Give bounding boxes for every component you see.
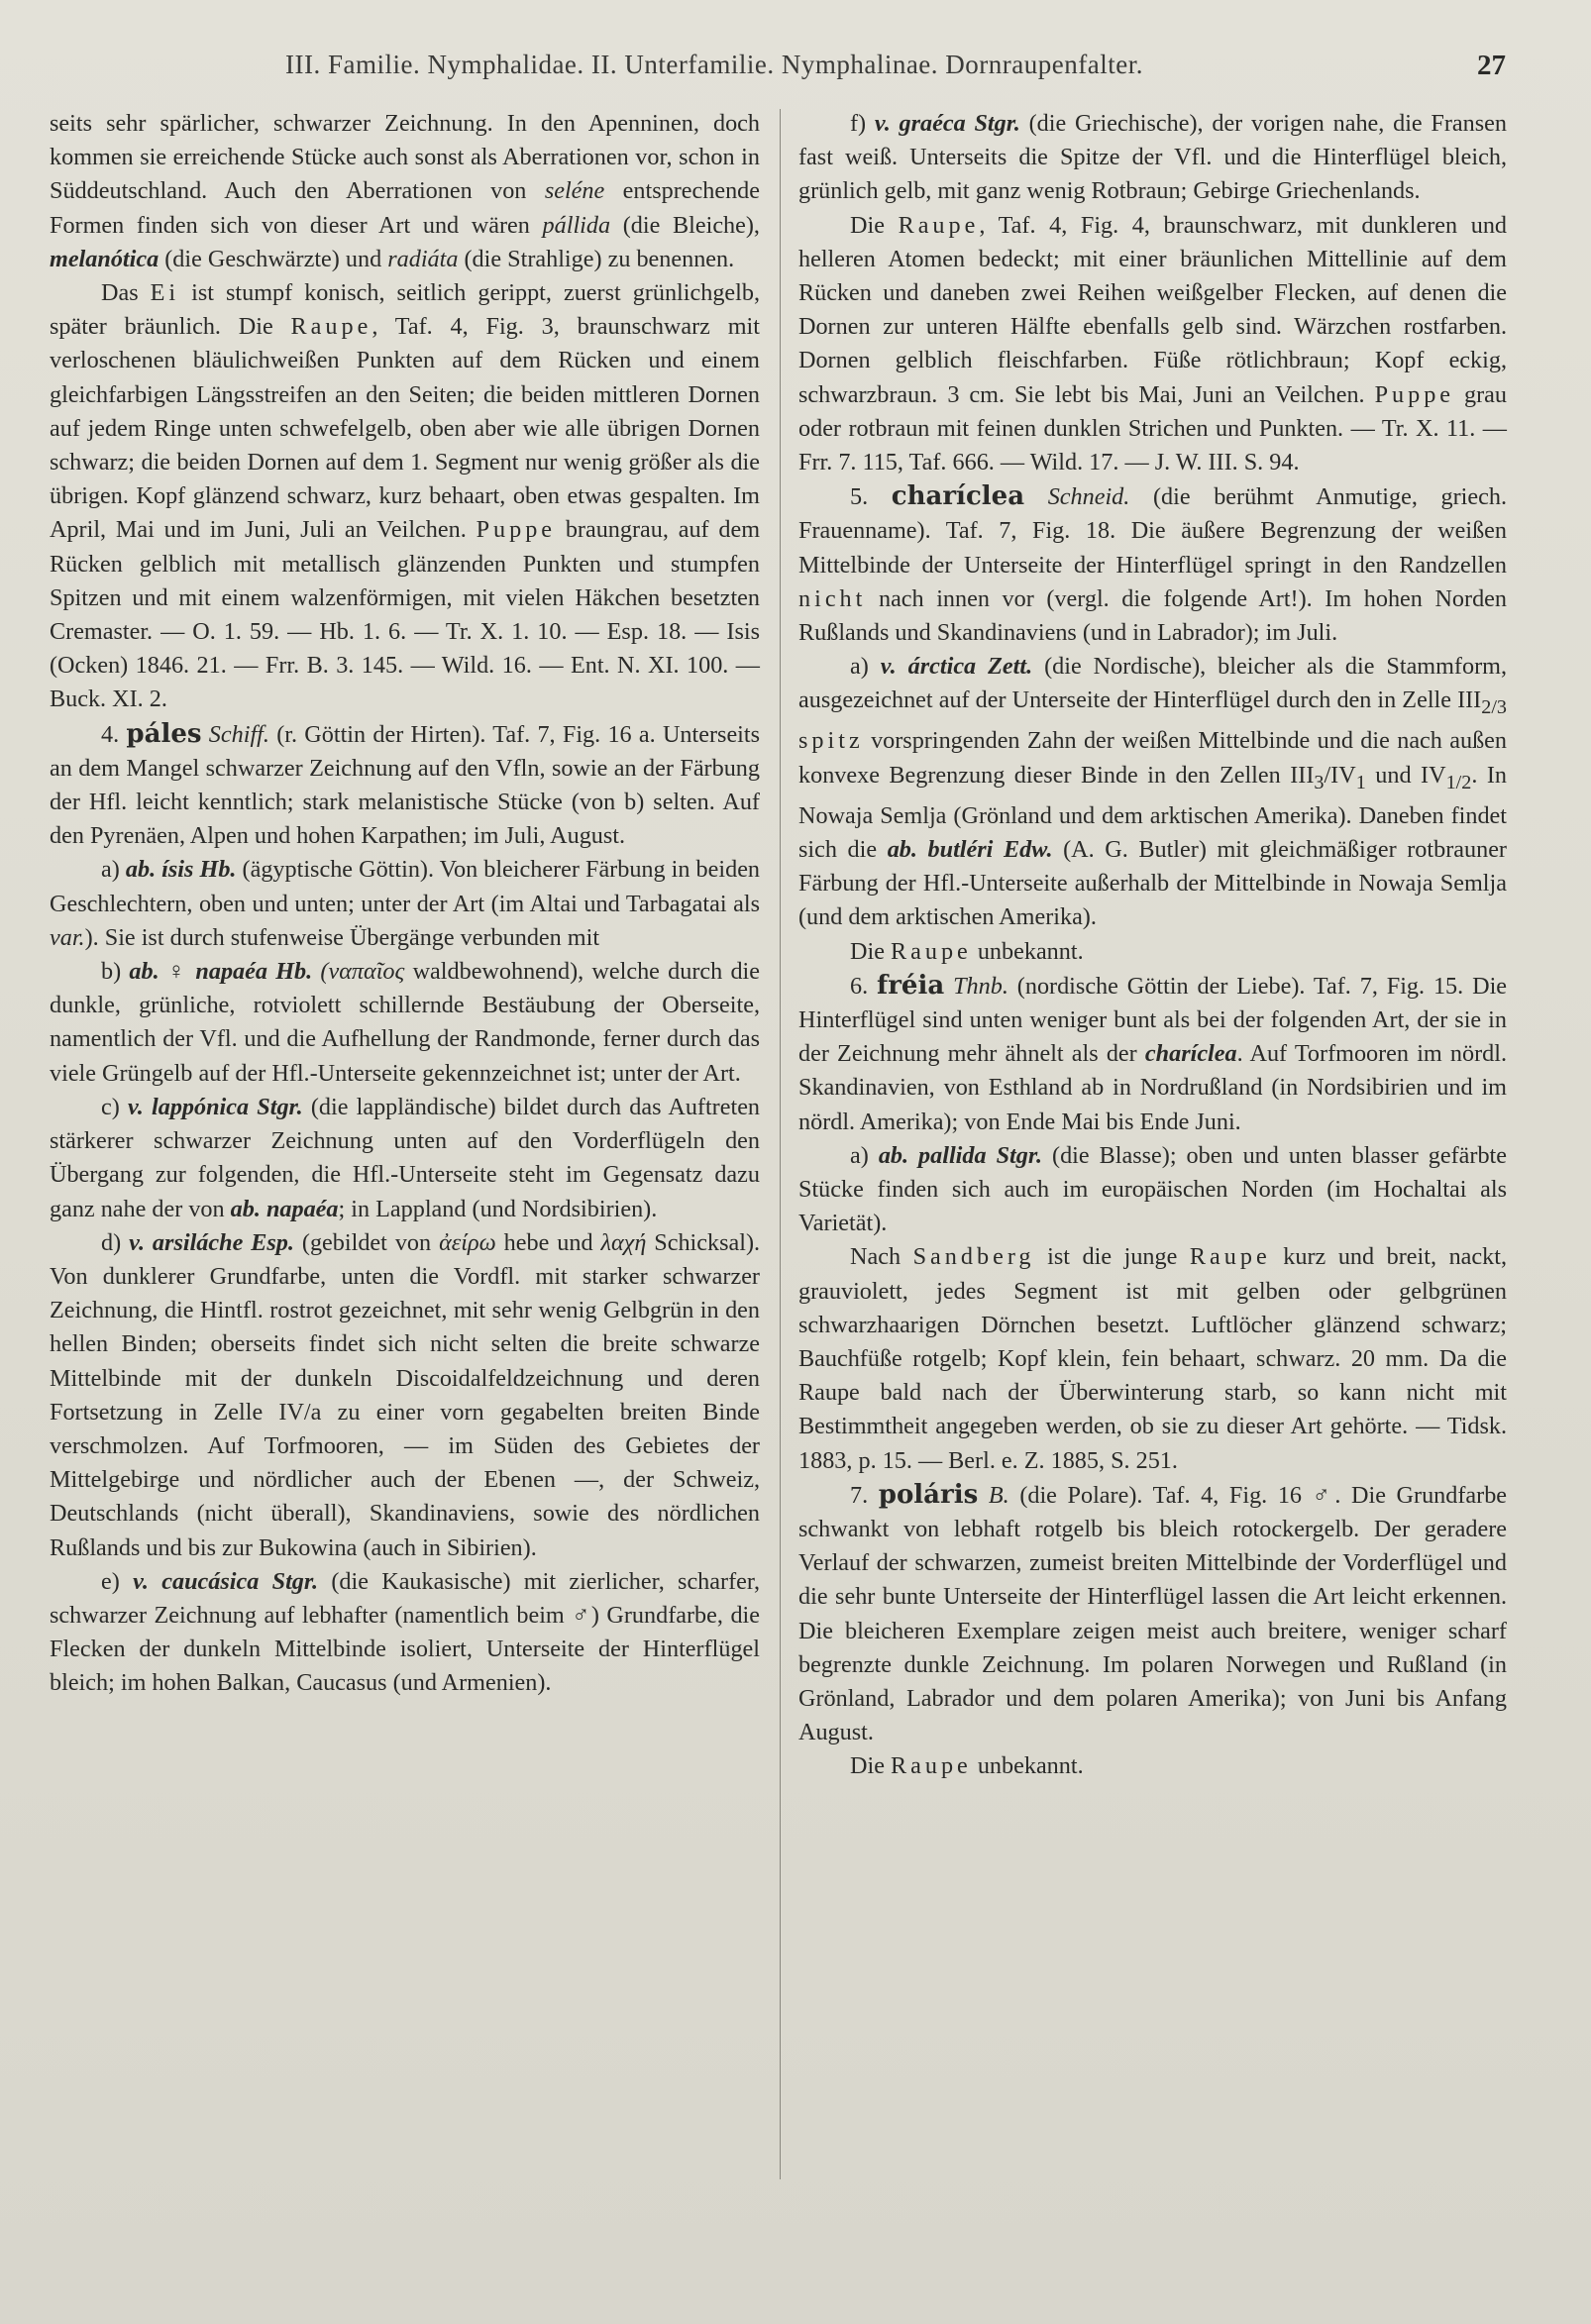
paragraph: Das Ei ist stumpf konisch, seitlich gerippt, zuerst grünlichgelb, später bräunlich. Die Raupe, Taf. 4, Fig. 3, braunschwarz mit verloschenen bläulichweißen Punkten auf dem Rücken und einem gleichfarbigen Längsstreifen an den Seiten; die beiden mittleren Dornen auf jedem Ringe unten schwefelgelb, oben aber wie alle übrigen Dornen schwarz; die beiden Dornen auf dem 1. Segment nur wenig größer als die übrigen. Kopf glänzend schwarz, kurz behaart, oben etwas gespalten. Im April, Mai und im Juni, Juli an Veilchen. Puppe braungrau, auf dem Rücken gelblich mit metallisch glänzenden Punkten und stumpfen Spitzen und mit einem walzenförmigen, mit vielen Häkchen besetzten Cremaster. — O. 1. 59. — Hb. 1. 6. — Tr. X. 1. 10. — Esp. 18. — Isis (Ocken) 1846. 21. — Frr. B. 3. 145. — Wild. 16. — Ent. N. XI. 100. — Buck. XI. 2. <box>50 279 761 713</box>
paragraph: Die Raupe unbekannt. <box>850 937 1084 965</box>
paragraph: Die Raupe unbekannt. <box>850 1752 1084 1780</box>
column-divider <box>780 109 781 2179</box>
paragraph: a) v. árctica Zett. (die Nordische), bleicher als die Stammform, ausgezeichnet auf der Unterseite der Hinterflügel durch den in Zelle $III_{2/3}$ spitz vorspringenden Zahn der weißen Mittelbinde und die nach außen konvexe Begrenzung dieser Binde in den Zellen $III_3/IV_1$ und $IV_{1/2}$. In Nowaja Semlja (Grönland und dem arktischen Amerika). Daneben findet sich die ab. butléri Edw. (A. G. Butler) mit gleichmäßiger rotbrauner Färbung der Hfl.-Unterseite außerhalb der Mittelbinde in Nowaja Semlja (und dem arktischen Amerika). <box>798 653 1508 931</box>
page-number: 27 <box>1477 50 1506 81</box>
paragraph: b) ab. ♀ napaéa Hb. (ναπαῖος waldbewohnend), welche durch die dunkle, grünliche, rotviolett schillernde Bestäubung der Oberseite, namentlich der Vfl. und die Aufhellung der Randmonde, ferner durch das viele Grüngelb auf der Hfl.-Unterseite gekennzeichnet ist; unter der Art. <box>50 958 761 1087</box>
paragraph: e) v. caucásica Stgr. (die Kaukasische) mit zierlicher, scharfer, schwarzer Zeichnung auf lebhafter (namentlich beim ♂) Grundfarbe, die Flecken der dunkeln Mittelbinde isoliert, Unterseite der Hinterflügel bleich; im hohen Balkan, Caucasus (und Armenien). <box>50 1567 760 1697</box>
paragraph: c) v. lappónica Stgr. (die lappländische) bildet durch das Auftreten stärkerer schwarzer Zeichnung unten auf den Vorderflügeln den Übergang zur folgenden, die Hfl.-Unterseite steht im Gegensatz dazu ganz nahe der von ab. napaéa; in Lappland (und Nordsibirien). <box>50 1093 761 1222</box>
species-entry-freia: 6. fréia Thnb. (nordische Göttin der Liebe). Taf. 7, Fig. 15. Die Hinterflügel sind unten weniger bunt als bei der folgenden Art, der sie in der Zeichnung mehr ähnelt als der charíclea. Auf Torfmooren im nördl. Skandinavien, von Esthland ab in Nordrußland (in Nordsibirien und im nördl. Amerika); von Ende Mai bis Ende Juni. <box>798 970 1508 1135</box>
species-entry-chariclea: 5. charíclea Schneid. (die berühmt Anmutige, griech. Frauenname). Taf. 7, Fig. 18. Die äußere Begrenzung der weißen Mittelbinde der Unterseite der Hinterflügel springt in den Randzellen nicht nach innen vor (vergl. die folgende Art!). Im hohen Norden Rußlands und Skandinaviens (und in Labrador); im Juli. <box>798 481 1508 647</box>
paragraph: Nach Sandberg ist die junge Raupe kurz und breit, nackt, grauviolett, jedes Segment ist mit gelben oder gelbgrünen schwarzhaarigen Dörnchen besetzt. Luftlöcher glänzend schwarz; Bauchfüße rotgelb; Kopf klein, fein behaart, schwarz. 20 mm. Da die Raupe bald nach der Überwinterung starb, so kann nicht mit Bestimmtheit angegeben werden, ob sie zu dieser Art gehörte. — Tidsk. 1883, p. 15. — Berl. e. Z. 1885, S. 251. <box>798 1243 1508 1474</box>
paragraph: seits sehr spärlicher, schwarzer Zeichnung. In den Apenninen, doch kommen sie erreichende Stücke auch sonst als Aberrationen vor, schon in Süddeutschland. Auch den Aberrationen von seléne entsprechende Formen finden sich von dieser Art und wären pállida (die Bleiche), melanótica (die Geschwärzte) und radiáta (die Strahlige) zu benennen. <box>50 110 761 272</box>
paragraph: a) ab. ísis Hb. (ägyptische Göttin). Von bleicherer Färbung in beiden Geschlechtern, oben und unten; unter der Art (im Altai und Tarbagatai als var.). Sie ist durch stufenweise Übergänge verbunden mit <box>50 856 761 951</box>
species-entry-polaris: 7. poláris B. (die Polare). Taf. 4, Fig. 16 ♂. Die Grundfarbe schwankt von lebhaft rotgelb bis bleich rotockergelb. Der geradere Verlauf der schwarzen, zumeist breiten Mittelbinde der Vorderflügel und die sehr bunte Unterseite der Hinterflügel lassen die Art leicht erkennen. Die bleicheren Exemplare zeigen meist auch breitere, weniger scharf begrenzte dunkle Zeichnung. Im polaren Norwegen und Rußland (in Grönland, Labrador und dem polaren Amerika); von Juni bis Anfang August. <box>798 1479 1508 1746</box>
paragraph: a) ab. pallida Stgr. (die Blasse); oben und unten blasser gefärbte Stücke finden sich auch im europäischen Norden (im Hochaltai als Varietät). <box>798 1141 1508 1237</box>
species-entry-pales: 4. páles Schiff. (r. Göttin der Hirten). Taf. 7, Fig. 16 a. Unterseits an dem Mangel schwarzer Zeichnung auf den Vfln, sowie an der Färbung der Hfl. leicht kenntlich; stark melanistische Stücke (von b) selten. Auf den Pyrenäen, Alpen und hohen Karpathen; im Juli, August. <box>50 718 761 850</box>
paragraph: Die Raupe, Taf. 4, Fig. 4, braunschwarz, mit dunkleren und helleren Atomen bedeckt; mit einer bräunlichen Mittellinie auf dem Rücken und daneben zwei Reihen weißgelber Flecken, auf denen die Dornen zur unteren Hälfte ebenfalls gelb sind. Wärzchen rostfarben. Dornen gelblich fleischfarben. Füße rötlichbraun; Kopf eckig, schwarzbraun. 3 cm. Sie lebt bis Mai, Juni an Veilchen. Puppe grau oder rotbraun mit feinen dunklen Strichen und Punkten. — Tr. X. 11. — Frr. 7. 115, Taf. 666. — Wild. 17. — J. W. III. S. 94. <box>798 211 1508 476</box>
paragraph: d) v. arsiláche Esp. (gebildet von ἀείρω hebe und λαχή Schicksal). Von dunklerer Grundfarbe, unten die Vordfl. mit starker schwarzer Zeichnung, die Hintfl. rostrot gezeichnet, mit sehr wenig Gelbgrün in den hellen Binden; oberseits findet sich nicht selten die breite schwarze Mittelbinde mit der dunkeln Discoidalfeldzeichnung und deren Fortsetzung in Zelle IV/a zu einer vorn gegabelten breiten Binde verschmolzen. Auf Torfmooren, — im Süden des Gebietes der Mittelgebirge und nördlicher auch der Ebenen —, der Schweiz, Deutschlands (nicht überall), Skandinaviens, sowie des nördlichen Rußlands und bis zur Bukowina (auch in Sibirien). <box>50 1228 761 1561</box>
running-head: III. Familie. Nymphalidae. II. Unterfamilie. Nymphalinae. Dornraupenfalter. <box>285 50 1143 79</box>
left-column <box>50 107 760 1701</box>
paragraph: f) v. graéca Stgr. (die Griechische), der vorigen nahe, die Fransen fast weiß. Unterseits die Spitze der Vfl. und die Hinterflügel bleich, grünlich gelb, mit ganz wenig Rotbraun; Gebirge Griechenlands. <box>798 110 1507 205</box>
right-column <box>798 107 1507 1784</box>
page-header <box>50 50 1536 93</box>
